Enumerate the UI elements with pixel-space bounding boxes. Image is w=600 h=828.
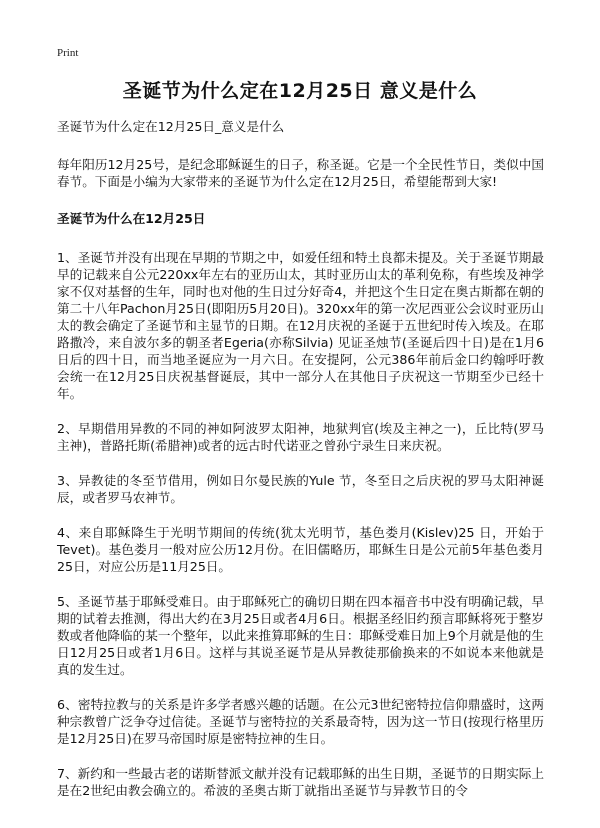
article-subtitle: 圣诞节为什么定在12月25日_意义是什么 — [57, 119, 285, 134]
list-item-3: 3、异教徒的冬至节借用，例如日尔曼民族的Yule 节，冬至日之后庆祝的罗马太阳神诞辰，或者罗马农神节。 — [57, 473, 544, 505]
article-body — [57, 118, 544, 817]
list-item-7: 7、新约和一些最古老的诺斯替派文献并没有记载耶稣的出生日期，圣诞节的日期实际上是在2世纪由教会确立的。希波的圣奥古斯丁就指出圣诞节与异教节日的令 — [57, 766, 544, 798]
list-item-4: 4、来自耶稣降生于光明节期间的传统(犹太光明节，基色娄月(Kislev)25 日，开始于Tevet)。基色娄月一般对应公历12月份。在旧儒略历，耶稣生日是公元前5年基色娄月25日，对应公历是11月25日。 — [57, 525, 544, 574]
intro-paragraph: 每年阳历12月25号，是纪念耶稣诞生的日子，称圣诞。它是一个全民性节日，类似中国春节。下面是小编为大家带来的圣诞节为什么定在12月25日，希望能帮到大家! — [57, 157, 544, 189]
section-heading: 圣诞节为什么在12月25日 — [57, 211, 206, 226]
list-item-6: 6、密特拉教与的关系是许多学者感兴趣的话题。在公元3世纪密特拉信仰鼎盛时，这两种宗教曾广泛争夺过信徒。圣诞节与密特拉的关系最奇特，因为这一节日(按现行格里历是12月25日)在罗马帝国时原是密特拉神的生日。 — [57, 697, 544, 746]
list-item-1: 1、圣诞节并没有出现在早期的节期之中，如爱任纽和特土良都未提及。关于圣诞节期最早的记载来自公元220xx年左右的亚历山太，其时亚历山太的革利免称，有些埃及神学家不仅对基督的生年，同时也对他的生日过分好奇4，并把这个生日定在奥古斯都在朝的第二十八年Pachon月25日(即阳历5月20日)。320xx年的第一次尼西亚公会议时亚历山太的教会确定了圣诞节和主显节的日期。在12月庆祝的圣诞于五世纪时传入埃及。在耶路撒冷，来自波尔多的朝圣者Egeria(亦称Silvia) 见证圣烛节(圣诞后四十日)是在1月6日后的四十日，而当地圣诞应为一月六日。在安提阿，公元386年前后金口约翰呼吁教会统一在12月25日庆祝基督诞辰，其中一部分人在其他日子庆祝这一节期至少已经十年。 — [57, 250, 544, 401]
print-label: Print — [57, 47, 79, 59]
page-title: 圣诞节为什么定在12月25日 意义是什么 — [122, 80, 478, 102]
list-item-5: 5、圣诞节基于耶稣受难日。由于耶稣死亡的确切日期在四本福音书中没有明确记载，早期的试着去推测，得出大约在3月25日或者4月6日。根据圣经旧约预言耶稣将死于整岁数或者他降临的某一个整年，以此来推算耶稣的生日：耶稣受难日加上9个月就是他的生日12月25日或者1月6日。这样与其说圣诞节是从异教徒那偷换来的不如说本来他就是真的发生过。 — [57, 594, 544, 677]
list-item-2: 2、早期借用异教的不同的神如阿波罗太阳神，地狱判官(埃及主神之一)，丘比特(罗马主神)，普路托斯(希腊神)或者的远古时代诺亚之曾孙宁录生日来庆祝。 — [57, 421, 544, 453]
